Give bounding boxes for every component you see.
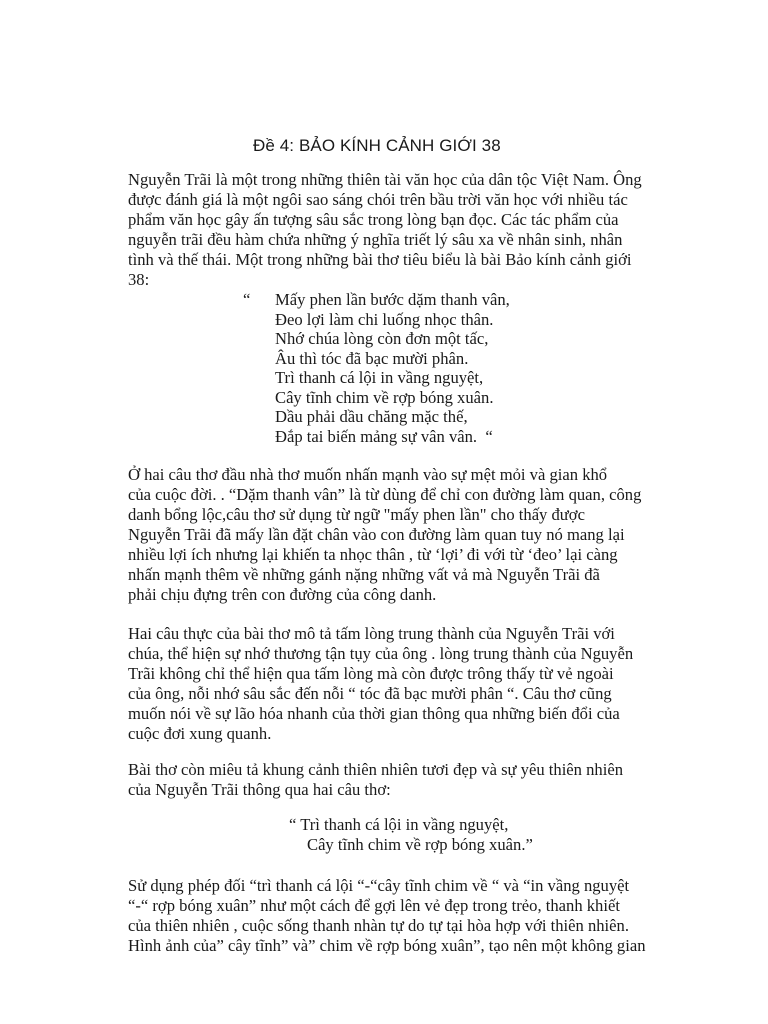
poem-line-text: Mấy phen lần bước dặm thanh vân, [275, 290, 510, 309]
text-line: Hai câu thực của bài thơ mô tả tấm lòng trung thành của Nguyễn Trãi với [128, 624, 615, 643]
text-line: tình và thế thái. Một trong những bài thơ tiêu biểu là bài Bảo kính cảnh giới [128, 250, 632, 269]
text-line: 38: [128, 270, 150, 289]
text-line: Nguyễn Trãi đã mấy lần đặt chân vào con đường làm quan tuy nó mang lại [128, 525, 625, 544]
text-line: danh bổng lộc,câu thơ sử dụng từ ngữ "mấy phen lần" cho thấy được [128, 505, 585, 524]
poem-block [243, 290, 510, 446]
text-line: của cuộc đời. . “Dặm thanh vân” là từ dùng để chỉ con đường làm quan, công [128, 485, 642, 504]
text-line: muốn nói về sự lão hóa nhanh của thời gian thông qua những biến đổi của [128, 704, 620, 723]
close-quote: “ [485, 426, 493, 446]
poem-line: Đeo lợi làm chi luống nhọc thân. [275, 309, 494, 329]
analysis-paragraph-3 [128, 760, 728, 800]
text-line: của Nguyễn Trãi thông qua hai câu thơ: [128, 780, 391, 799]
quoted-verse [0, 815, 533, 855]
text-line: chúa, thể hiện sự nhớ thương tận tụy của ông . lòng trung thành của Nguyễn [128, 644, 634, 663]
text-line: Bài thơ còn miêu tả khung cảnh thiên nhiên tươi đẹp và sự yêu thiên nhiên [128, 760, 623, 779]
page-title: Đề 4: BẢO KÍNH CẢNH GIỚI 38 [253, 136, 501, 155]
text-line: “-“ rợp bóng xuân” như một cách để gợi lên vẻ đẹp trong trẻo, thanh khiết [128, 896, 620, 915]
quote-line: “ Trì thanh cá lội in vầng nguyệt, [289, 815, 509, 834]
intro-paragraph [128, 170, 728, 290]
poem-line: Trì thanh cá lội in vầng nguyệt, [275, 368, 484, 387]
text-line: của thiên nhiên , cuộc sống thanh nhàn tự do tự tại hòa hợp với thiên nhiên. [128, 916, 629, 935]
analysis-paragraph-2 [128, 624, 728, 744]
text-line: Hình ảnh của” cây tĩnh” và” chim về rợp bóng xuân”, tạo nên một không gian [128, 936, 646, 955]
quote-line: Cây tĩnh chim về rợp bóng xuân.” [307, 835, 533, 854]
text-line: cuộc đơi xung quanh. [128, 724, 272, 743]
text-line: Ở hai câu thơ đầu nhà thơ muốn nhấn mạnh vào sự mệt mỏi và gian khổ [128, 465, 608, 484]
text-line: phẩm văn học gây ấn tượng sâu sắc trong lòng bạn đọc. Các tác phẩm của [128, 210, 619, 229]
open-quote: “ [243, 290, 251, 309]
text-line: nhiều lợi ích nhưng lại khiến ta nhọc thân , từ ‘lợi’ đi với từ ‘đeo’ lại càng [128, 545, 618, 564]
text-line: được đánh giá là một ngôi sao sáng chói trên bầu trời văn học với nhiều tác [128, 190, 628, 209]
analysis-paragraph-4 [128, 876, 728, 956]
poem-line: Cây tĩnh chim về rợp bóng xuân. [275, 387, 494, 407]
poem-line-text: Đắp tai biến mảng sự vân vân. [275, 426, 478, 446]
poem-line: Dầu phải dầu chăng mặc thế, [275, 407, 468, 426]
poem-line [243, 427, 510, 447]
analysis-paragraph-1 [128, 465, 728, 605]
poem-line: Âu thì tóc đã bạc mười phân. [275, 348, 469, 368]
poem-line [243, 290, 510, 310]
text-line: của ông, nỗi nhớ sâu sắc đến nỗi “ tóc đã bạc mười phân “. Câu thơ cũng [128, 684, 612, 703]
text-line: Trãi không chỉ thể hiện qua tấm lòng mà còn được trông thấy từ vẻ ngoài [128, 664, 614, 683]
text-line: nguyễn trãi đều hàm chứa những ý nghĩa triết lý sâu xa về nhân sinh, nhân [128, 230, 623, 249]
text-line: phải chịu đựng trên con đường của công danh. [128, 585, 437, 604]
text-line: Sử dụng phép đối “trì thanh cá lội “-“cây tĩnh chim về “ và “in vầng nguyệt [128, 876, 630, 895]
text-line: nhấn mạnh thêm về những gánh nặng những vất vả mà Nguyễn Trãi đã [128, 565, 600, 584]
text-line: Nguyễn Trãi là một trong những thiên tài văn học của dân tộc Việt Nam. Ông [128, 170, 642, 189]
poem-line: Nhớ chúa lòng còn đơn một tấc, [275, 329, 489, 348]
